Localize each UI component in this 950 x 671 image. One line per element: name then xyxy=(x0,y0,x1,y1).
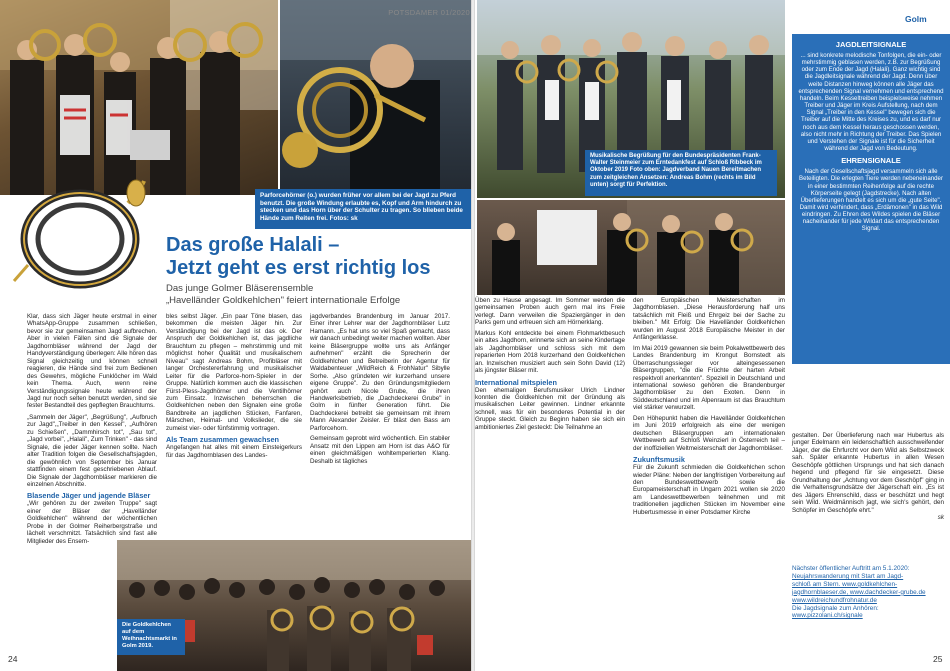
col3-paragraph-1: jagdverbandes Brandenburg im Januar 2017. Einer ihrer Lehrer war der Jagdhornbläser Lutz Hamann. „Es hat uns so viel Spaß gemacht, dass wir danach unbedingt weiter machen wollten. Aber keine Bläsergruppe wollte uns als Anfänger aufnehmen" erzählt die Sprecherin der Goldkehlchen und Betreiberin der Agentur für Waldabenteuer „WildReich & FrohNatur" Sibylle Sorhe. „Also gründeten wir kurzerhand unsere eigene Gruppe". Zu den Gründungsmitgliedern gehört auch Nicole Grube, die ihren Handwerksbetrieb, die „Dachdeckerei Grube" in Golm in fünfter Generation führt. Die Dachdeckerei betreibt sie gemeinsam mit ihrem Mann Alexander Zeisler. Er bläst den Bass am Parforcehorn. xyxy=(310,313,450,432)
caption-steinmeier: Musikalische Begrüßung für den Bundespräsidenten Frank-Walter Steinmeier zum Erntedankfest auf Schloß Ribbeck im Oktober 2019 Foto oben: Jagdverband Nauen Bereitmachen zum zeitgleichen Ansetzen: Andreas Bohm (rechts im Bild unten) sorgt für Perfektion. xyxy=(585,150,777,196)
notice-line-5: www.wildreichundfrohnatur.de xyxy=(792,596,877,604)
right-page xyxy=(388,0,950,671)
col2-paragraph-1: bles selbst Jäger. „Ein paar Töne blasen, das bekommen die meisten Jäger hin. Zur Verständigung bei der Jagd ist das ok. Der Anspruch der Goldkehlchen ist, das jagdliche Brauchtum zu pflegen – mehrstimmig und mit möglichst hoher Qualität und musikalischem Niveau" sagt Andreas Bohm, Profibläser mit langer Orchestererfahrung und musikalischer Leiter für die Parforce-horn-Spieler in der Gruppe. Natürlich kommen auch die klassischen Fürst-Pless-Jagdhörner und die Ventilhörner zum Einsatz. Inzwischen beherrschen die Goldkehlchen neben den Signalen eine große Bandbreite an jagdlichen Stücken, Fanfaren, Märschen, Heimat- und Volkslieder, die sie zumeist vier- oder fünfstimmig vortragen. xyxy=(166,313,302,432)
article-title-line2: Jetzt geht es erst richtig los xyxy=(166,257,431,279)
notice-line-3: schloß am Stern. www.goldkehlchen- xyxy=(792,580,898,588)
sidebar-title-ehrensignale: EHRENSIGNALE xyxy=(841,156,901,166)
notice-line-2: Neujahrswanderung mit Start am Jagd- xyxy=(792,572,904,580)
article-column-2 xyxy=(166,313,302,539)
horn-illustration xyxy=(10,177,150,297)
col4-paragraph-2: Markus Kohl entdeckte bei einem Flohmarktbesuch ein altes Jagdhorn, erinnerte sich an seine Kindertage als Jagdhornbläser und schloss sich mit dem reparierten Horn 2018 kurzerhand den Goldkehlchen an. Inzwischen musiziert auch sein Sohn David (12) als jüngster Bläser mit. xyxy=(475,329,625,375)
col4-subheading: International mitspielen xyxy=(475,377,557,387)
page-number-left: 24 xyxy=(8,654,18,664)
col1-paragraph-1: Klar, dass sich Jäger heute erstmal in einer WhatsApp-Gruppe zusammen schließen, bevor sie zur gemeinsamen Jagd aufbrechen. Aber in vielen Fällen sind die Signale der Jagdhornbläser während der Jagd der Handyverständigung überlegen: Alle hören das Signal gleichzeitig und können schnell reagieren, die Hände sind frei zum Bedienen des Gewehrs, mögliche Funklöcher im Wald kein Thema. Auch, wenn reine Verständigungssignale heute während der Jagd nur noch selten benutzt werden, sind sie fester Bestandteil des gepflegten Brauchtums. xyxy=(27,313,157,410)
article-signature: sk xyxy=(937,513,944,521)
col2-subheading: Als Team zusammen gewachsen xyxy=(166,435,280,445)
article-subtitle-line2: „Havelländer Goldkehlchen" feiert internationale Erfolge xyxy=(166,295,401,306)
col5-paragraph-3: Den Höhepunkt haben die Havelländer Goldkehlchen im Juni 2019 erfolgreich als eine der wenigen deutschen Bläsergruppen am internationalen Wettbewerb auf Schloß Weinzierl in Österreich teil – der inoffiziellen Weltmeisterschaft der Jagdhornbläser. xyxy=(633,414,785,452)
col4-paragraph-3: Den ehemaligen Berufsmusiker Ulrich Lindner konnten die Goldkehlchen mit der Gründung als musikalischen Leiter gewinnen. Lindner erkannte schnell, was für ein besonderes Potential in der Gruppe steckt. Gleich zu Beginn haben sie sich ein ambitioniertes Ziel gesteckt: Die Teilnahme an xyxy=(475,386,625,431)
magazine-running-head: POTSDAMER 01/2020 xyxy=(388,8,470,17)
col5-paragraph-4: Für die Zukunft schmieden die Goldkehlchen schon wieder Pläne: Neben der langfristigen Vorbereitung auf den Bundeswettbewerb sowie die Europameisterschaft in Ungarn 2021 wollen sie 2020 am Landeswettbewerben teilnehmen und mit traditionellen jagdlichen Stücken im November eine Hubertusmesse in einer Potsdamer Kirche xyxy=(633,464,785,516)
sidebar-text-jagdleitsignale: ... sind konkrete melodische Tonfolgen, die ein- oder mehrstimmig geblasen werden, z.B. zur Begrüßung oder zum Ende der Jagd (Halali). Ganz wichtig sind die Jagdleitsignale während der Jagd. Denn über weite Distanzen hinweg können alle Jäger das entsprechenden Signal vernehmen und entsprechend handeln. Beim Kesseltreiben beispielsweise nehmen Treiber und Jäger im Kreis Aufstellung, nach dem Signal „Treiber in den Kessel" bewegen sich die Treiber auf die Mitte des Kreises zu, und es darf nur noch aus dem Kessel heraus geschossen werden, also nicht mehr in Richtung der Treiber. Das Spielen und Verstehen der Signale ist für die Sicherheit während der Jagd von Bedeutung. xyxy=(798,52,944,153)
article-column-6 xyxy=(792,432,944,556)
notice-box xyxy=(792,565,947,620)
col5-paragraph-1: den Europäischen Meisterschaften im Jagdhornblasen. „Diese Herausforderung half uns tatsächlich mit Fleiß und Ehrgeiz bei der Sache zu bleiben." Mit Erfolg: Die Havelländer Goldkehlchen wurden im August 2018 Europäische Meister in der Anfängerklasse. xyxy=(633,297,785,342)
sidebar-text-ehrensignale: Nach der Gesellschaftsjagd versammeln sich alle Beteiligten. Die erlegten Tiere werden nebeneinander in einer bestimmten Reihenfolge auf die rechte Körperseite gelegt (Jagdstrecke). Nach alten Überlieferungen handelt es sich um die „gute Seite". Damit wird verhindert, dass „Erdämonen" in das Wild eindringen. Zu Ehren des Wildes spielen die Bläser nacheinander für jede Wildart das entsprechenden Signal. xyxy=(799,168,943,233)
sidebar-title-jagdleitsignale: JAGDLEITSIGNALE xyxy=(835,40,907,49)
notice-line-6: Die Jagdsignale zum Anhören: xyxy=(792,604,879,612)
article-column-3 xyxy=(310,313,450,539)
article-column-4 xyxy=(475,297,625,671)
sidebar-infobox xyxy=(792,34,950,364)
caption-parforce: Parforcehörner (o.) wurden früher vor allem bei der Jagd zu Pferd benutzt. Die große Windung erlaubte es, Kopf und Arm hindurch zu stecken und das Horn über der Schulter zu tragen. So blieben beide Hände zum Reiten frei. Fotos: sk xyxy=(255,189,471,229)
col1-subheading: Blasende Jäger und jagende Bläser xyxy=(27,491,151,501)
caption-weihnachtsmarkt: Die Goldkehlchen auf dem Weihnachtsmarkt in Golm 2019. xyxy=(117,619,185,655)
left-page xyxy=(0,0,471,671)
article-subtitle-line1: Das junge Golmer Bläserensemble xyxy=(166,283,314,294)
col1-paragraph-3: „Wir gehören zu der zweiten Truppe" sagt einer der Bläser der „Havelländer Goldkehlchen" während der wöchentlichen Probe in der Golmer Reiherbergstraße und lächelt verschmitzt. Tatsächlich sind fast alle Mitglieder des Ensem- xyxy=(27,500,157,545)
article-title-line1: Das große Halali – xyxy=(166,234,340,256)
notice-line-1: Nächster öffentlicher Auftritt am 5.1.2020: xyxy=(792,565,910,572)
section-label-golm: Golm xyxy=(905,14,927,24)
col1-paragraph-2: „Sammeln der Jäger", „Begrüßung", „Aufbruch zur Jagd",„Treiber in den Kessel", „Aufhören zu Schießen", „Dammhirsch tot", „Sau tot", „Jagd vorbei", „Halali", Zum Trinken" - das sind Signale, die jeder Jäger kennen sollte. Nach alter Tradition folgen die Gesellschaftsjagden, die gewöhnlich von September bis Januar stattfinden einem fest geschriebenen Ablauf. Die Signale der Jagdhornbläser markieren die einzelnen Abschnitte. xyxy=(27,413,157,488)
col4-paragraph-1: Üben zu Hause angesagt. Im Sommer werden die gemeinsamen Proben auch gern mal ins Freie verlegt. Dann verweilen die Spaziergänger in den Parks gern und erfreuen sich am Hörnerklang. xyxy=(475,297,625,327)
notice-line-4: jagdhornblaeser.de, www.dachdecker-grube.de xyxy=(792,588,926,596)
page-number-right: 25 xyxy=(933,654,943,664)
photo-practice xyxy=(477,200,785,295)
col3-paragraph-2: Gemeinsam geprobt wird wöchentlich. Ein stabiler Ansatz mit den Lippen am Horn ist das A&O für einen gleichmäßigen wohltemperierten Klang. Deshalb ist tägliches xyxy=(310,435,450,465)
notice-line-7: www.pizzolani.ch/signale xyxy=(792,612,863,620)
col5-paragraph-2: Im Mai 2019 gewannen sie beim Pokalwettbewerb des Landes Brandenburg im Krongut Bornstedt als Überraschungssieger vor alteingesessenen Bläsergruppen, "die die Früchte der harten Arbeit respektvoll anerkannten". Speziell in Deutschland und international sowieso gehören die Brandenburger Jagdhornbläser zu den Exoten. Denn in Süddeutschland und im Alpenraum ist das Brauchtum viel stärker verwurzelt. xyxy=(633,344,785,412)
col2-paragraph-2: Angefangen hat alles mit einem Einsteigerkurs für das Jagdhornblasen des Landes- xyxy=(166,444,302,459)
col5-subheading: Zukunftsmusik xyxy=(633,455,685,465)
article-column-5 xyxy=(633,297,785,671)
photo-ensemble-playing xyxy=(0,0,278,195)
col6-paragraph-1: gestalten. Der Überlieferung nach war Hubertus als junger Edelmann ein leidenschaftlich ausschweifender Jäger, der die Ehrfurcht vor dem Wild als Selbstzweck sah. Später erkannte Hubertus in allen Wesen Geschöpfe göttlichen Ursprungs und hat sich danach hegend und pflegend für sie eingesetzt. Diese Grundhaltung der „Achtung vor dem Geschöpf" ging in die Verhaltensgrundsätze der Jägerschaft ein. „Es ist des Jägers Ehrenschild, dass er beschützt und hegt sein Wild. Weidmännisch jagt, wie sich's gehört, den Schöpfer im Geschöpfe ehrt." xyxy=(792,432,944,514)
